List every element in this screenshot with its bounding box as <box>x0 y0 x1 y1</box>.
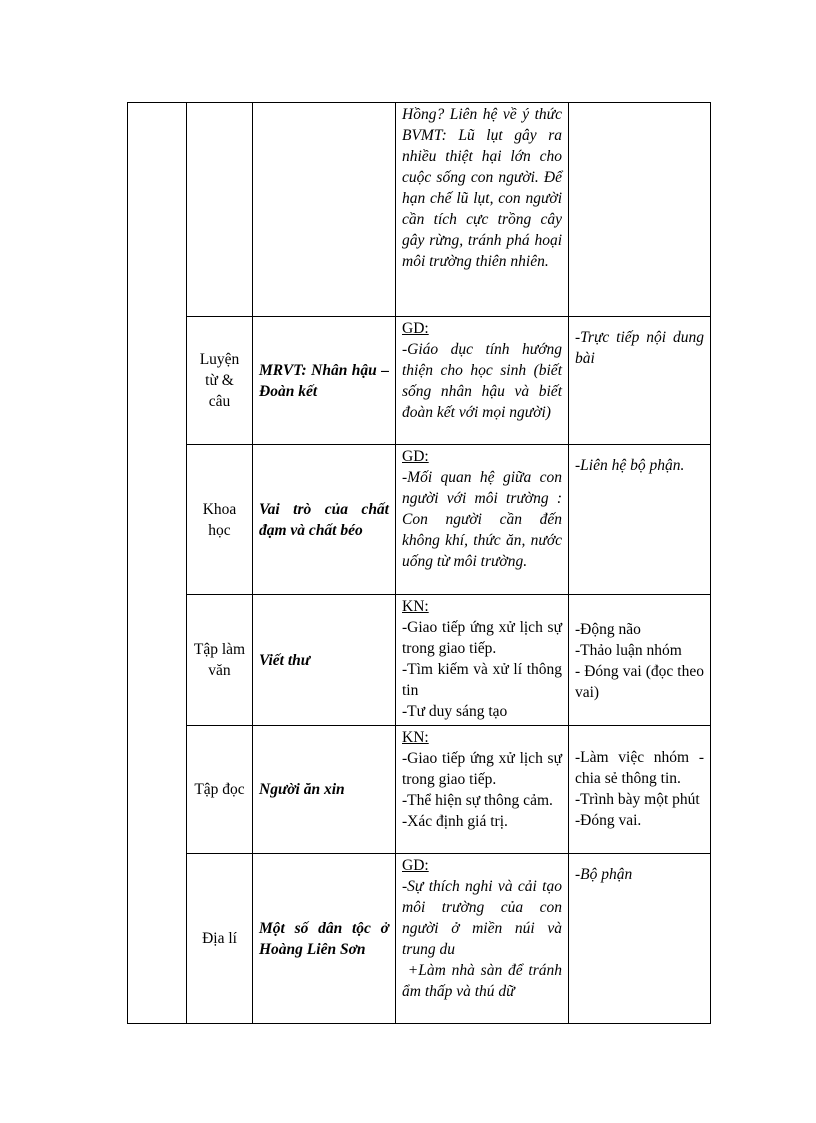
table-row <box>128 854 711 1024</box>
table-row <box>128 726 711 854</box>
content-line: -Sự thích nghi và cải tạo môi trường của con người ở miền núi và trung du <box>402 878 562 958</box>
method-cell <box>569 595 711 726</box>
lesson-title: MRVT: Nhân hậu – Đoàn kết <box>259 361 389 400</box>
method-cell <box>569 445 711 595</box>
table-row <box>128 317 711 445</box>
lesson-title: Người ăn xin <box>259 781 345 798</box>
method-line: - Đóng vai (đọc theo vai) <box>575 663 704 701</box>
method-line: -Động não <box>575 621 641 638</box>
content-cell <box>396 445 569 595</box>
subject-label: Tập đọc <box>194 781 245 798</box>
content-tag: GD: <box>402 320 429 337</box>
method-line: -Đóng vai. <box>575 812 642 829</box>
lesson-title: Viết thư <box>259 651 311 669</box>
method-cell <box>569 726 711 854</box>
method-line: -Trực tiếp nội dung bài <box>575 329 704 367</box>
content-cell <box>396 726 569 854</box>
subject-cell <box>187 595 253 726</box>
content-line: Hồng? Liên hệ về ý thức BVMT: Lũ lụt gây ra nhiều thiệt hại lớn cho cuộc sống con người. Để hạn chế lũ lụt, con người cần tích cực trồng cây gây rừng, tránh phá hoại môi trường thiên nhiên. <box>402 106 562 270</box>
content-line: -Xác định giá trị. <box>402 813 508 830</box>
subject-label: Khoa học <box>202 500 237 539</box>
subject-cell <box>187 726 253 854</box>
content-line: -Tư duy sáng tạo <box>402 703 508 720</box>
table-row <box>128 595 711 726</box>
content-cell <box>396 595 569 726</box>
method-line: -Thảo luận nhóm <box>575 642 682 659</box>
lesson-title: Vai trò của chất đạm và chất béo <box>259 500 389 539</box>
content-line: -Giáo dục tính hướng thiện cho học sinh (biết sống nhân hậu và biết đoàn kết với mọi người) <box>402 341 562 421</box>
subject-cell <box>187 103 253 317</box>
table-row <box>128 103 711 317</box>
lesson-title-cell <box>253 726 396 854</box>
content-line: -Tìm kiếm và xử lí thông tin <box>402 661 562 699</box>
lesson-title-cell <box>253 854 396 1024</box>
method-line: -Làm việc nhóm - chia sẻ thông tin. <box>575 749 704 787</box>
subject-cell <box>187 854 253 1024</box>
method-line: -Liên hệ bộ phận. <box>575 457 685 474</box>
content-line: -Giao tiếp ứng xử lịch sự trong giao tiếp. <box>402 750 562 788</box>
content-tag: KN: <box>402 598 429 615</box>
content-cell <box>396 317 569 445</box>
lesson-title-cell <box>253 595 396 726</box>
content-line: +Làm nhà sàn để tránh ẩm thấp và thú dữ <box>402 962 566 1000</box>
lesson-title-cell <box>253 445 396 595</box>
subject-label: Tập làm văn <box>193 641 246 679</box>
content-cell <box>396 103 569 317</box>
content-tag: KN: <box>402 729 429 746</box>
subject-label: Luyện từ & câu <box>199 351 240 410</box>
content-line: -Giao tiếp ứng xử lịch sự trong giao tiếp. <box>402 619 562 657</box>
table-row <box>128 445 711 595</box>
method-cell <box>569 854 711 1024</box>
day-column-cell <box>128 103 187 1024</box>
lesson-title-cell <box>253 317 396 445</box>
subject-label: Địa lí <box>202 930 237 947</box>
lesson-plan-table <box>127 102 711 1024</box>
method-line: -Trình bày một phút <box>575 791 700 808</box>
lesson-title: Một số dân tộc ở Hoàng Liên Sơn <box>259 919 389 958</box>
content-tag: GD: <box>402 448 429 465</box>
content-cell <box>396 854 569 1024</box>
subject-cell <box>187 317 253 445</box>
method-line: -Bộ phận <box>575 866 633 883</box>
content-tag: GD: <box>402 857 429 874</box>
content-line: -Thể hiện sự thông cảm. <box>402 792 553 809</box>
subject-cell <box>187 445 253 595</box>
content-line: -Mối quan hệ giữa con người với môi trường : Con người cần đến không khí, thức ăn, nước uống từ môi trường. <box>402 469 562 570</box>
method-cell <box>569 317 711 445</box>
lesson-title-cell <box>253 103 396 317</box>
method-cell <box>569 103 711 317</box>
